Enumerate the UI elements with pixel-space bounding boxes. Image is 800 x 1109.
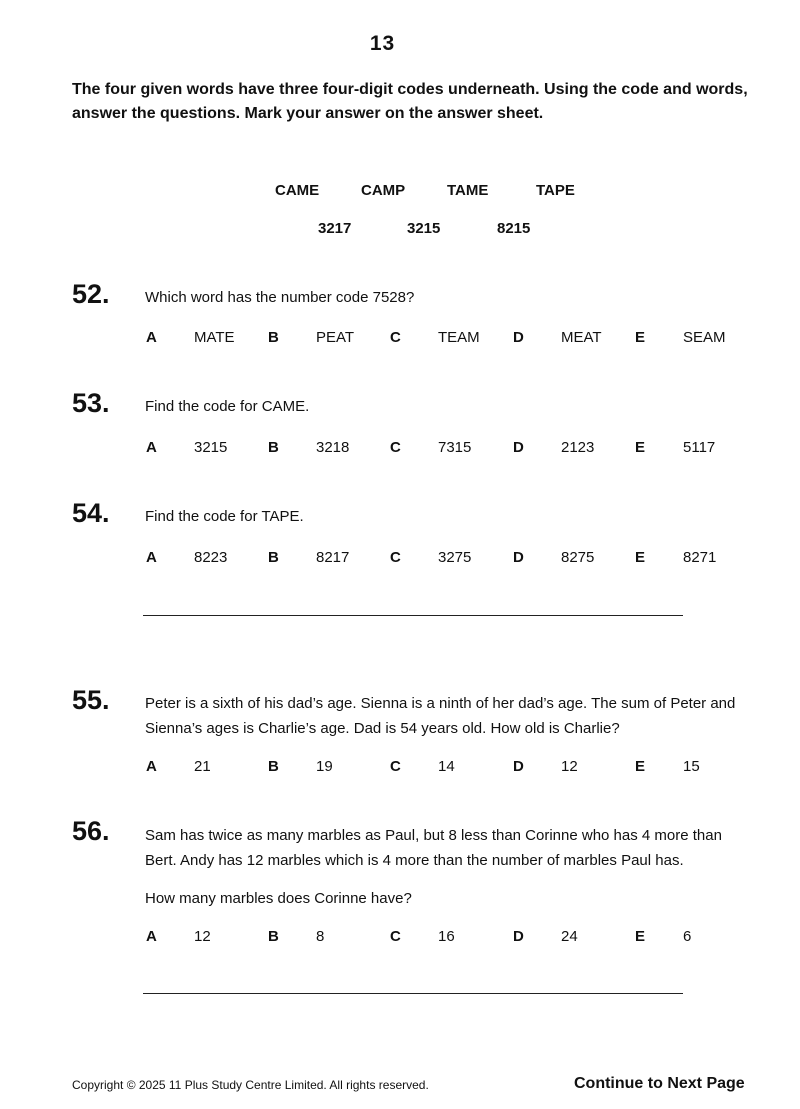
option-value: 6 bbox=[683, 928, 692, 945]
option-value: TEAM bbox=[438, 329, 480, 346]
option-value: 8223 bbox=[194, 549, 228, 566]
instructions: The four given words have three four-digit codes underneath. Using the code and words, answer the questions. Mark your answer on the answer sheet. bbox=[72, 81, 748, 122]
question-text: Find the code for CAME. bbox=[145, 398, 310, 415]
code-word: TAPE bbox=[536, 182, 575, 199]
option-letter: D bbox=[513, 928, 524, 945]
option-value: 8217 bbox=[316, 549, 350, 566]
option-value: PEAT bbox=[316, 329, 355, 346]
option-letter: A bbox=[146, 439, 157, 456]
option-letter: D bbox=[513, 758, 524, 775]
question-number: 54. bbox=[72, 498, 110, 528]
option-value: 3275 bbox=[438, 549, 472, 566]
question-number: 55. bbox=[72, 685, 110, 715]
option-value: 19 bbox=[316, 758, 333, 775]
option-value: 3215 bbox=[194, 439, 228, 456]
option-letter: E bbox=[635, 439, 646, 456]
option-value: 8 bbox=[316, 928, 325, 945]
question-number: 53. bbox=[72, 388, 110, 418]
option-value: 16 bbox=[438, 928, 455, 945]
option-letter: E bbox=[635, 329, 646, 346]
question-text: Sam has twice as many marbles as Paul, but 8 less than Corinne who has 4 more than Bert. Andy has 12 marbles which is 4 more than the number of marbles Paul has. bbox=[145, 827, 722, 869]
option-value: 24 bbox=[561, 928, 578, 945]
option-value: 14 bbox=[438, 758, 455, 775]
option-value: 7315 bbox=[438, 439, 472, 456]
number-code: 3217 bbox=[318, 220, 352, 237]
option-letter: E bbox=[635, 758, 646, 775]
number-code: 8215 bbox=[497, 220, 531, 237]
section-divider bbox=[143, 993, 683, 994]
question-text: Find the code for TAPE. bbox=[145, 508, 304, 525]
code-word: TAME bbox=[447, 182, 489, 199]
option-letter: A bbox=[146, 549, 157, 566]
option-letter: C bbox=[390, 928, 401, 945]
continue-next-page: Continue to Next Page bbox=[574, 1075, 745, 1092]
option-value: 3218 bbox=[316, 439, 350, 456]
option-value: 5117 bbox=[683, 439, 716, 456]
question-text: Which word has the number code 7528? bbox=[145, 289, 415, 306]
question-number: 52. bbox=[72, 279, 110, 309]
option-letter: A bbox=[146, 329, 157, 346]
copyright-notice: Copyright © 2025 11 Plus Study Centre Limited. All rights reserved. bbox=[72, 1078, 429, 1092]
option-letter: D bbox=[513, 329, 524, 346]
option-value: 15 bbox=[683, 758, 700, 775]
option-letter: C bbox=[390, 549, 401, 566]
question-text: Peter is a sixth of his dad’s age. Sienna is a ninth of her dad’s age. The sum of Peter and Sienna’s ages is Charlie’s age. Dad is 54 years old. How old is Charlie? bbox=[145, 695, 736, 737]
option-letter: A bbox=[146, 928, 157, 945]
option-value: MATE bbox=[194, 329, 235, 346]
code-word: CAMP bbox=[361, 182, 406, 199]
option-letter: B bbox=[268, 439, 279, 456]
option-value: 8275 bbox=[561, 549, 595, 566]
section-divider bbox=[143, 615, 683, 616]
code-word: CAME bbox=[275, 182, 320, 199]
option-letter: D bbox=[513, 439, 524, 456]
question-subtext: How many marbles does Corinne have? bbox=[145, 890, 412, 907]
option-letter: C bbox=[390, 329, 401, 346]
option-letter: B bbox=[268, 758, 279, 775]
option-letter: E bbox=[635, 928, 646, 945]
option-letter: A bbox=[146, 758, 157, 775]
option-value: SEAM bbox=[683, 329, 726, 346]
option-letter: B bbox=[268, 928, 279, 945]
option-value: 2123 bbox=[561, 439, 595, 456]
option-letter: B bbox=[268, 549, 279, 566]
option-value: 8271 bbox=[683, 549, 717, 566]
option-letter: C bbox=[390, 758, 401, 775]
option-value: 12 bbox=[194, 928, 211, 945]
option-letter: D bbox=[513, 549, 524, 566]
option-value: MEAT bbox=[561, 329, 602, 346]
option-letter: B bbox=[268, 329, 279, 346]
question-number: 56. bbox=[72, 816, 110, 846]
option-letter: E bbox=[635, 549, 646, 566]
number-code: 3215 bbox=[407, 220, 441, 237]
option-letter: C bbox=[390, 439, 401, 456]
option-value: 12 bbox=[561, 758, 578, 775]
page-number: 13 bbox=[369, 32, 396, 55]
option-value: 21 bbox=[194, 758, 211, 775]
